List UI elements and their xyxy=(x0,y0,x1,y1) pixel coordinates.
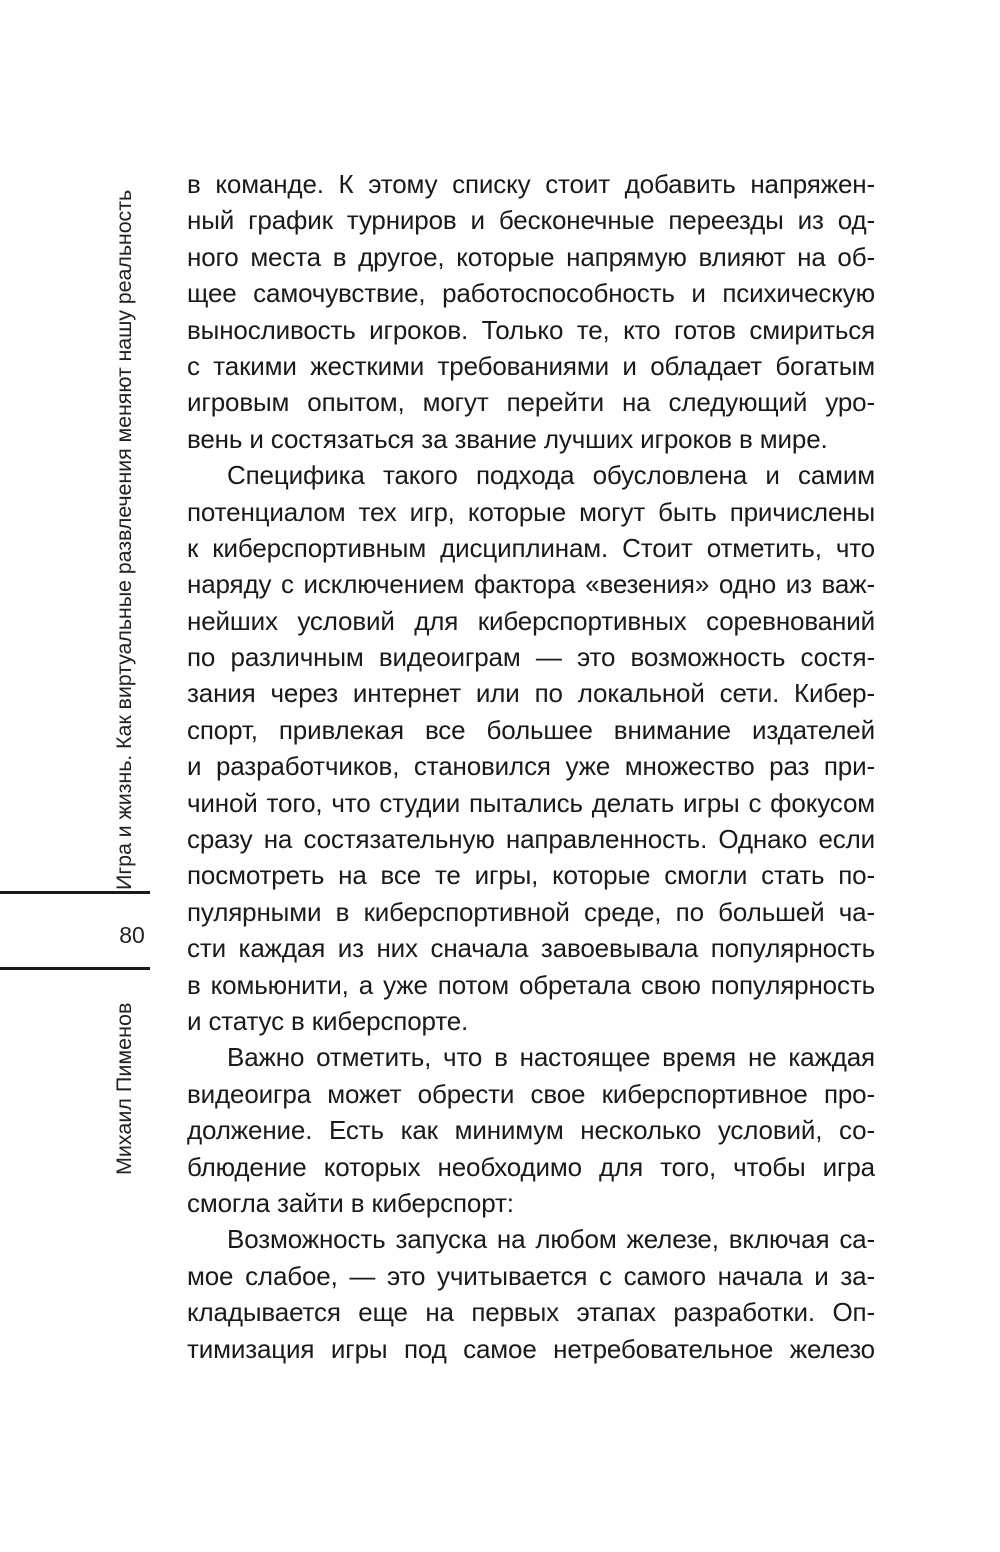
running-author: Михаил Пименов xyxy=(112,1002,136,1175)
paragraph xyxy=(187,1221,875,1367)
text-line: щее самочувствие, работоспособность и психическую xyxy=(187,278,875,309)
text-line: спорт, привлекая все большее внимание издателей xyxy=(187,714,875,745)
text-line: сти каждая из них сначала завоевывала популярность xyxy=(187,933,875,964)
text-line: Возможность запуска на любом железе, включая са- xyxy=(227,1224,875,1255)
text-line: тимизация игры под самое нетребовательное железо xyxy=(187,1333,875,1364)
text-line: и статус в киберспорте. xyxy=(187,1005,469,1036)
text-line: по различным видеоиграм — это возможность состя- xyxy=(187,642,875,673)
text-line: смогла зайти в киберспорт: xyxy=(187,1187,514,1218)
text-line: к киберспортивным дисциплинам. Стоит отметить, что xyxy=(187,532,875,563)
text-line: кладывается еще на первых этапах разработки. Оп- xyxy=(187,1297,875,1328)
text-line: выносливость игроков. Только те, кто готов смириться xyxy=(187,314,875,345)
header-rule-bottom xyxy=(0,967,150,970)
text-line: видеоигра может обрести свое киберспортивное про- xyxy=(187,1078,875,1109)
text-line: ный график турниров и бесконечные переезды из од- xyxy=(187,205,875,236)
text-line: вень и состязаться за звание лучших игроков в мире. xyxy=(187,423,828,454)
text-line: с такими жесткими требованиями и обладает богатым xyxy=(187,350,875,381)
text-line: должение. Есть как минимум несколько условий, со- xyxy=(187,1115,875,1146)
text-line: сразу на состязательную направленность. Однако если xyxy=(187,824,875,855)
running-title: Игра и жизнь. Как виртуальные развлечения меняют нашу реальность xyxy=(112,189,136,890)
text-line: потенциалом тех игр, которые могут быть причислены xyxy=(187,496,875,527)
text-line: ного места в другое, которые напрямую влияют на об- xyxy=(187,241,875,272)
paragraph xyxy=(187,457,875,1039)
text-line: наряду с исключением фактора «везения» одно из важ- xyxy=(187,569,875,600)
text-line: зания через интернет или по локальной сети. Кибер- xyxy=(187,678,875,709)
header-rule-top xyxy=(0,891,150,894)
text-line: чиной того, что студии пытались делать игры с фокусом xyxy=(187,787,875,818)
text-line: Важно отметить, что в настоящее время не каждая xyxy=(227,1042,875,1073)
text-line: блюдение которых необходимо для того, чтобы игра xyxy=(187,1151,875,1182)
body-text xyxy=(187,166,875,1367)
paragraph xyxy=(187,166,875,457)
paragraph xyxy=(187,1039,875,1221)
text-line: в команде. К этому списку стоит добавить напряжен- xyxy=(187,169,875,199)
text-line: посмотреть на все те игры, которые смогли стать по- xyxy=(187,860,875,891)
text-line: пулярными в киберспортивной среде, по большей ча- xyxy=(187,896,875,927)
text-line: Специфика такого подхода обусловлена и самим xyxy=(227,460,875,491)
text-line: в комьюнити, а уже потом обретала свою популярность xyxy=(187,969,875,1000)
text-line: и разработчиков, становился уже множество раз при- xyxy=(187,751,875,782)
text-line: мое слабое, — это учитывается с самого начала и за- xyxy=(187,1260,875,1291)
page-number: 80 xyxy=(119,922,145,948)
text-line: нейших условий для киберспортивных соревнований xyxy=(187,605,875,636)
text-line: игровым опытом, могут перейти на следующий уро- xyxy=(187,387,875,418)
